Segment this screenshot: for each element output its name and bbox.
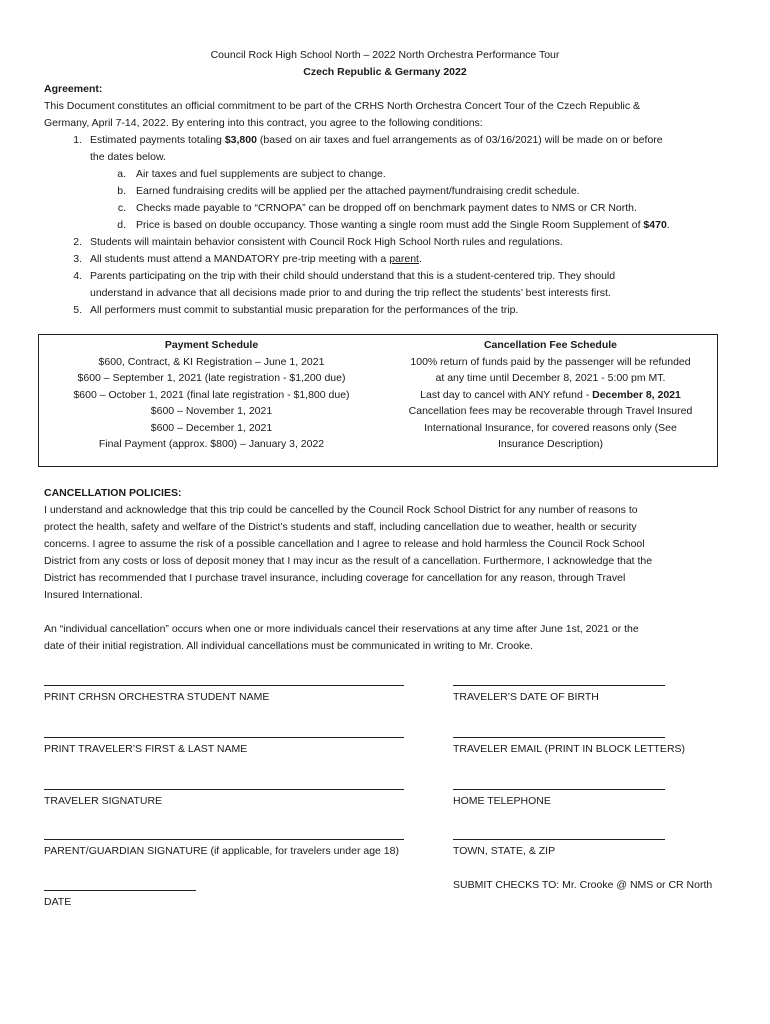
sublist-letter: a. xyxy=(117,168,126,180)
cancellation-fee-schedule xyxy=(384,337,717,453)
cancellation-fee-heading: Cancellation Fee Schedule xyxy=(483,339,618,351)
individual-cancellation-line: An “individual cancellation” occurs when one or more individuals cancel their reservations at any time after June 1st, 2021 or the xyxy=(44,623,639,635)
parent-signature-line[interactable] xyxy=(44,839,404,840)
policy-line: I understand and acknowledge that this trip could be cancelled by the Council Rock School District for any number of reasons to xyxy=(44,504,638,516)
document-subtitle: Czech Republic & Germany 2022 xyxy=(303,66,467,78)
sublist-item: Checks made payable to “CRNOPA” can be dropped off on benchmark payment dates to NMS or CR North. xyxy=(136,202,637,214)
payment-schedule-heading: Payment Schedule xyxy=(164,339,259,351)
dob-label: TRAVELER’S DATE OF BIRTH xyxy=(453,691,599,703)
sublist-letter: b. xyxy=(117,185,126,197)
agreement-intro-line-1: This Document constitutes an official commitment to be part of the CRHS North Orchestra Concert Tour of the Czech Republic & xyxy=(44,100,641,112)
telephone-label: HOME TELEPHONE xyxy=(453,795,551,807)
payment-line: Final Payment (approx. $800) – January 3, 2022 xyxy=(98,438,325,450)
list-item: Parents participating on the trip with their child should understand that this is a student-centered trip. They should xyxy=(90,270,616,282)
email-line[interactable] xyxy=(453,737,665,738)
student-name-line[interactable] xyxy=(44,685,404,686)
traveler-name-line[interactable] xyxy=(44,737,404,738)
agreement-heading: Agreement: xyxy=(44,83,103,95)
cancellation-fee-line: at any time until December 8, 2021 - 5:00 pm MT. xyxy=(435,372,666,384)
sublist-letter: c. xyxy=(117,202,126,214)
dob-line[interactable] xyxy=(453,685,665,686)
list-item: All performers must commit to substantial music preparation for the performances of the trip. xyxy=(90,304,519,316)
date-line[interactable] xyxy=(44,890,196,891)
email-label: TRAVELER EMAIL (PRINT IN BLOCK LETTERS) xyxy=(453,743,686,755)
sublist-letter: d. xyxy=(117,219,126,231)
cancellation-fee-line: International Insurance, for covered reasons only (See xyxy=(424,421,677,434)
list-number: 2. xyxy=(73,236,82,248)
payment-line: $600 – October 1, 2021 (final late registration - $1,800 due) xyxy=(73,388,350,401)
payment-line: $600 – December 1, 2021 xyxy=(150,421,273,434)
list-item: All students must attend a MANDATORY pre-trip meeting with a parent. xyxy=(90,253,422,265)
parent-signature-label: PARENT/GUARDIAN SIGNATURE (if applicable, for travelers under age 18) xyxy=(44,845,399,857)
cancellation-fee-line: Cancellation fees may be recoverable through Travel Insured xyxy=(408,405,693,417)
policies-heading: CANCELLATION POLICIES: xyxy=(44,487,182,499)
policy-line: concerns. I agree to assume the risk of a possible cancellation and I agree to release and hold harmless the Council Rock School xyxy=(44,538,645,550)
traveler-signature-line[interactable] xyxy=(44,789,404,790)
traveler-signature-label: TRAVELER SIGNATURE xyxy=(44,795,163,807)
agreement-intro-line-2: Germany, April 7-14, 2022. By entering into this contract, you agree to the following conditions: xyxy=(44,117,483,129)
individual-cancellation-line: date of their initial registration. All individual cancellations must be communicated in writing to Mr. Crooke. xyxy=(44,640,534,652)
policy-line: Insured International. xyxy=(44,589,143,601)
sublist-item: Earned fundraising credits will be applied per the attached payment/fundraising credit schedule. xyxy=(136,185,580,197)
town-state-zip-label: TOWN, STATE, & ZIP xyxy=(453,845,556,857)
date-label: DATE xyxy=(44,896,72,908)
list-item: Estimated payments totaling $3,800 (based on air taxes and fuel arrangements as of 03/16/2021) will be made on or before xyxy=(90,134,663,146)
payment-line: $600 – September 1, 2021 (late registration - $1,200 due) xyxy=(77,372,346,384)
policy-line: District from any costs or loss of deposit money that I may incur as the result of a cancellation. Furthermore, I acknowledge that the xyxy=(44,555,653,567)
list-number: 3. xyxy=(73,253,82,265)
list-number: 4. xyxy=(73,270,82,282)
student-name-label: PRINT CRHSN ORCHESTRA STUDENT NAME xyxy=(44,691,270,703)
payment-line: $600 – November 1, 2021 xyxy=(150,405,273,417)
list-item-continuation: understand in advance that all decisions made prior to and during the trip reflect the students’ best interests first. xyxy=(90,287,611,299)
parent-link[interactable]: parent xyxy=(389,253,419,265)
payment-line: $600, Contract, & KI Registration – June 1, 2021 xyxy=(98,355,325,368)
telephone-line[interactable] xyxy=(453,789,665,790)
document-title: Council Rock High School North – 2022 North Orchestra Performance Tour xyxy=(210,49,560,61)
cancellation-fee-line: Last day to cancel with ANY refund - December 8, 2021 xyxy=(420,388,681,401)
payment-fee-table xyxy=(38,334,718,467)
traveler-name-label: PRINT TRAVELER’S FIRST & LAST NAME xyxy=(44,743,248,755)
payment-schedule xyxy=(39,337,384,453)
list-item: Students will maintain behavior consistent with Council Rock High School North rules and regulations. xyxy=(90,236,563,248)
submit-checks-note: SUBMIT CHECKS TO: Mr. Crooke @ NMS or CR North xyxy=(453,879,713,891)
sublist-item: Air taxes and fuel supplements are subject to change. xyxy=(136,168,386,180)
list-number: 1. xyxy=(73,134,82,146)
list-item-continuation: the dates below. xyxy=(90,151,166,163)
cancellation-fee-line: 100% return of funds paid by the passenger will be refunded xyxy=(410,355,691,368)
policy-line: protect the health, safety and welfare of the District’s students and staff, including cancellation due to weather, health or security xyxy=(44,521,637,533)
sublist-item: Price is based on double occupancy. Those wanting a single room must add the Single Room Supplement of $470. xyxy=(136,219,670,231)
policy-line: District has recommended that I purchase travel insurance, including coverage for cancellation for any reason, through Travel xyxy=(44,572,626,584)
list-number: 5. xyxy=(73,304,82,316)
town-state-zip-line[interactable] xyxy=(453,839,665,840)
cancellation-fee-line: Insurance Description) xyxy=(497,438,604,450)
